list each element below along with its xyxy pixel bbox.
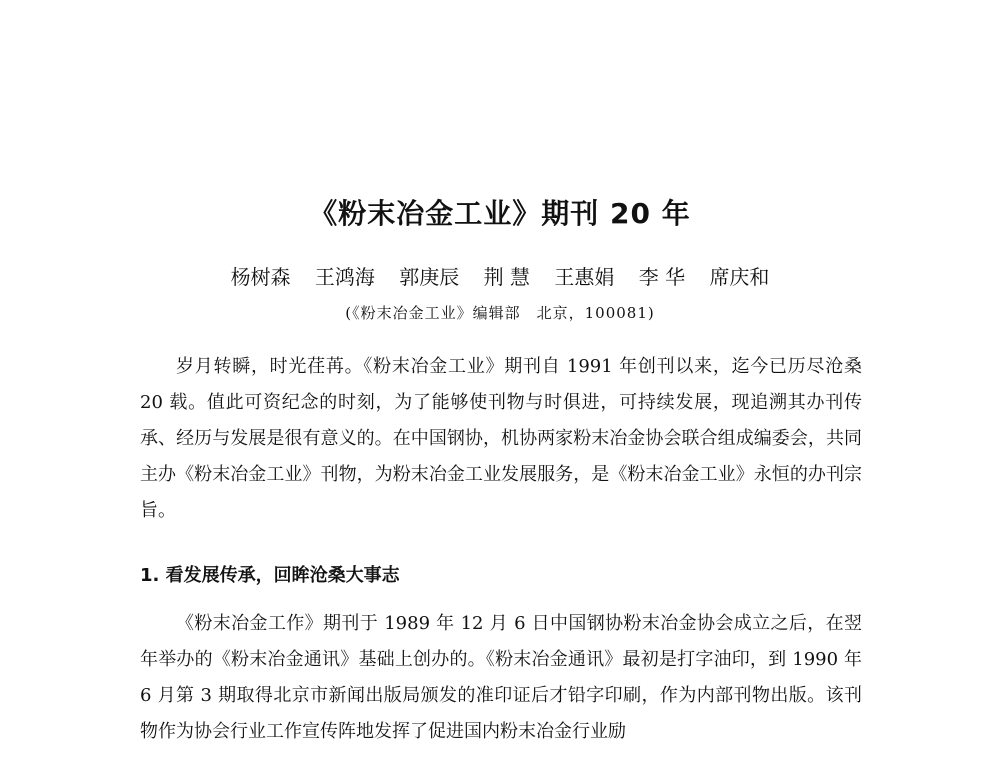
intro-paragraph: 岁月转瞬，时光荏苒。《粉末冶金工业》期刊自 1991 年创刊以来，迄今已历尽沧桑 20 载。值此可资纪念的时刻，为了能够使刊物与时俱进，可持续发展，现追溯其办刊传承、经历与发展是很有意义的。在中国钢协，机协两家粉末冶金协会联合组成编委会，共同主办《粉末冶金工业》刊物，为粉末冶金工业发展服务，是《粉末冶金工业》永恒的办刊宗旨。 bbox=[140, 356, 862, 521]
author-name: 王惠娟 bbox=[554, 265, 615, 289]
author-name: 郭庚辰 bbox=[399, 265, 460, 289]
article-title: 《粉末冶金工业》期刊 20 年 bbox=[309, 197, 691, 230]
section-heading: 1. 看发展传承，回眸沧桑大事志 bbox=[140, 565, 400, 586]
author-name: 杨树森 bbox=[230, 265, 291, 289]
author-name: 席庆和 bbox=[709, 265, 770, 289]
author-name: 荆 慧 bbox=[483, 265, 530, 289]
author-list bbox=[0, 261, 1000, 290]
section-paragraph: 《粉末冶金工作》期刊于 1989 年 12 月 6 日中国钢协粉末冶金协会成立之后，在翌年举办的《粉末冶金通讯》基础上创办的。《粉末冶金通讯》最初是打字油印，到 1990 年 6 月第 3 期取得北京市新闻出版局颁发的准印证后才铅字印刷，作为内部刊物出版。该刊物作为协会行业工作宣传阵地发挥了促进国内粉末冶金行业励 bbox=[140, 613, 862, 742]
affiliation: (《粉末冶金工业》编辑部 北京，100081) bbox=[345, 304, 655, 322]
author-name: 王鸿海 bbox=[314, 265, 375, 289]
author-name: 李 华 bbox=[638, 265, 686, 289]
